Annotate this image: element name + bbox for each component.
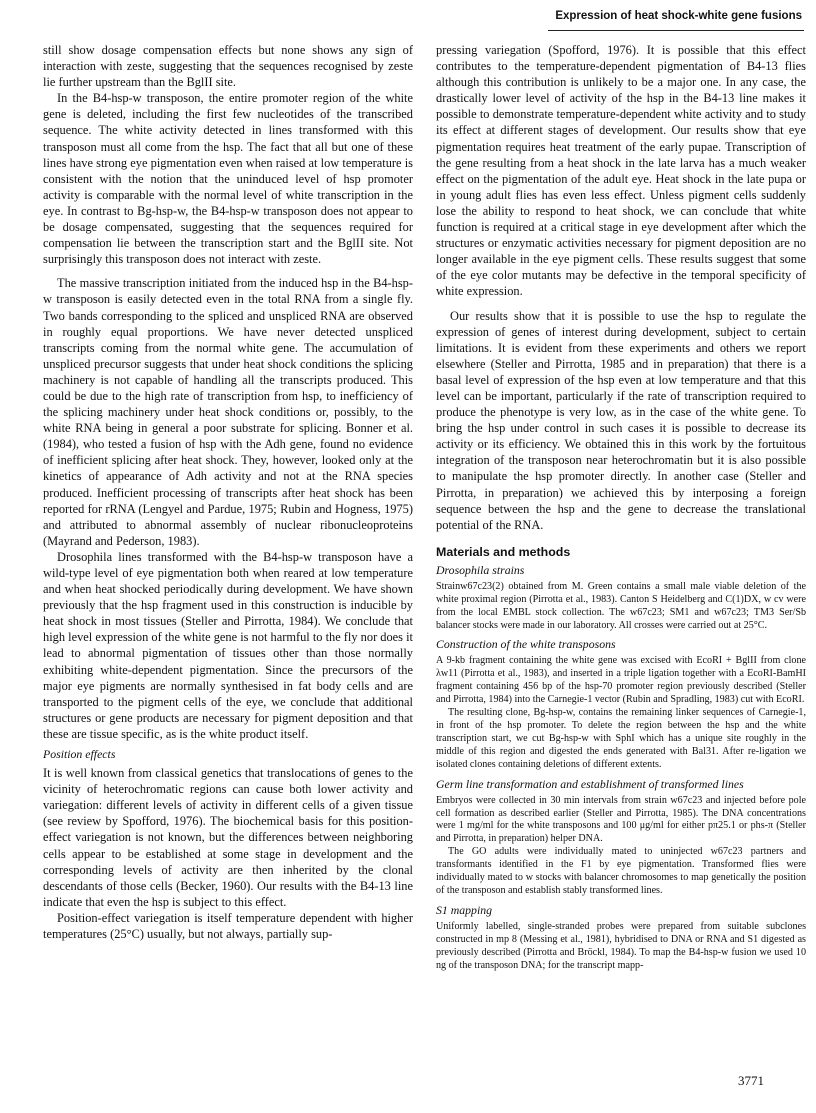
methods-paragraph: A 9-kb fragment containing the white gene was excised with EcoRI + BglII from clone λw11 (Pirrotta et al., 1983), and inserted in a triple ligation together with a EcoRI-BamHI fragment containing 456 bp of the hsp-70 promoter region previously described (Steller and Pirrotta, 1984) into the Carnegie-1 vector (Rubin and Spradling, 1983) cut with EcoRI.	[436, 655, 806, 706]
body-paragraph: In the B4-hsp-w transposon, the entire promoter region of the white gene is deleted, including the first few nucleotides of the transcribed sequence. The white activity detected in lines transformed with this transposon must all come from the hsp. The fact that all but one of these lines have strong eye pigmentation even when raised at low temperature is consistent with the notion that the uninduced level of hsp promoter activity is comparable with the normal level of white transcription in the eye. In contrast to Bg-hsp-w, the B4-hsp-w transposon does not appear to be dosage compensated, suggesting that the sequences required for compensation lie between the transcription start and the BglII site. Not surprisingly this transposon does not interact with zeste.	[43, 91, 413, 267]
body-paragraph: Drosophila lines transformed with the B4-hsp-w transposon have a wild-type level of eye pigmentation both when reared at low temperature and when heat shocked periodically during development. We have shown previously that the hsp fragment used in this construction is inducible by heat shock in most tissues (Steller and Pirrotta, 1984). We conclude that high level expression of the white gene is not harmful to the fly nor does it lead to abnormal pigmentation of tissues other than those normally exhibiting white-dependent pigmentation. Since the precursors of the major eye pigments are normally synthesised in fat body cells and are transported to the pigment cells of the eye, we conclude that additional structures or gene products are necessary for pigment deposition and that these are tissue specific, as is the white product itself.	[43, 549, 413, 741]
left-column	[43, 42, 413, 942]
methods-paragraph: Strainw67c23(2) obtained from M. Green contains a small male viable deletion of the white proximal region (Pirrotta et al., 1983). Canton S Heidelberg and C(1)DX, w cv were from the local EMBL stock collection. The w67c23; SM1 and w67c23; TM3 Ser/Sb balancer stocks were made in our laboratory. All crosses were carried out at 25°C.	[436, 580, 806, 631]
body-paragraph: The massive transcription initiated from the induced hsp in the B4-hsp-w transposon is easily detected even in the total RNA from a single fly. Two bands corresponding to the spliced and unspliced RNA are observed in roughly equal proportions. We have never detected unspliced transcripts coming from the normal white gene. The accumulation of unspliced precursor suggests that under heat shock conditions the splicing machinery is not capable of handling all the transcripts produced. This could be due to the high rate of transcription from hsp, to inefficiency of the splicing machinery under heat shock conditions or, possibly, to the white RNA being in general a poor substrate for splicing. Bonner et al. (1984), who tested a fusion of hsp with the Adh gene, found no evidence of inefficient splicing after heat shock. They, however, looked only at the kinetics of appearance of Adh activity and not at the RNA species produced. Inefficient processing of transcripts after heat shock has been reported for rRNA (Lengyel and Pardue, 1975; Rubin and Hogness, 1975) and attributed to abnormal assembly of nuclear ribonucleoproteins (Mayrand and Pederson, 1983).	[43, 276, 413, 548]
header-rule	[548, 30, 804, 31]
right-column	[436, 42, 806, 972]
body-paragraph: Our results show that it is possible to use the hsp to regulate the expression of genes of interest during development, subject to certain limitations. It is evident from these experiments and others we report elsewhere (Steller and Pirrotta, 1985 and in preparation) that there is a basal level of expression of the hsp even at low temperature and that this level can be important, particularly if the rate of transcription required to produce the phenotype is very low, as in the case of the white gene. To bring the hsp under control in such cases it is possible to decrease its activity or its efficiency. We obtained this in this work by the fortuitous integration of the transposon near heterochromatin but it is also possible to manipulate the hsp promoter directly. In another case (Steller and Pirrotta, in preparation) we achieved this by interposing a foreign sequence between the hsp and the gene to decrease the translational potential of the RNA.	[436, 308, 806, 532]
methods-paragraph: Embryos were collected in 30 min intervals from strain w67c23 and injected before pole cell formation as described earlier (Steller and Pirrotta, 1985). The DNA concentrations were 1 mg/ml for the white transposons and 100 μg/ml for either pπ25.1 or phs-π (Steller and Pirrotta, in preparation) helper DNA.	[436, 794, 806, 845]
body-paragraph: Position-effect variegation is itself temperature dependent with higher temperatures (25°C) usually, but not always, partially sup-	[43, 910, 413, 941]
subsection-heading-strains: Drosophila strains	[436, 562, 525, 577]
methods-paragraph: The GO adults were individually mated to uninjected w67c23 partners and transformants identified in the F1 by eye pigmentation. Transformed flies were individually mated to w stocks with balancer chromosomes to map genetically the position of the transposon and establish stably transformed lines.	[436, 846, 806, 896]
section-heading-position-effects: Position effects	[43, 747, 116, 762]
methods-paragraph: Uniformly labelled, single-stranded probes were prepared from suitable subclones constructed in mp 8 (Messing et al., 1981), hybridised to DNA or RNA and S1 digested as previously described (Pirrotta and Bröckl, 1984). To map the B4-hsp-w fusion we used 10 ng of the transposon DNA; for the transcript mapp-	[436, 920, 806, 971]
running-header: Expression of heat shock-white gene fusions	[555, 10, 802, 22]
subsection-heading-construction: Construction of the white transposons	[436, 637, 616, 652]
body-paragraph: pressing variegation (Spofford, 1976). It is possible that this effect contributes to the temperature-dependent pigmentation of B4-13 flies although this contribution is unlikely to be a major one. In any case, the drastically lower level of activity of the hsp in the B4-13 line makes it possible to demonstrate temperature-dependent white activity and to study its effect at different stages of development. Our results show that eye pigmentation requires heat treatment of the early pupae. Transcription of the gene resulting from a heat shock in the late larva has a much weaker effect on the pigmentation of the adult eye. Heat shock in the late pupa or in young adult flies has even less effect. Unless pigment cells suddenly lose the ability to respond to heat shock, we can conclude that white function is required at a critical stage in eye development after which the structures or enzymatic activities necessary for pigment deposition are no longer available in the eye pigment cells. These results suggest that some of the eye color mutants may be defective in the temporal specificity of white expression.	[436, 43, 806, 299]
body-paragraph: still show dosage compensation effects but none shows any sign of interaction with zeste, suggesting that the sequences recognised by zeste lie further upstream than the BglII site.	[43, 43, 413, 90]
page-number: 3771	[738, 1073, 764, 1088]
body-paragraph: It is well known from classical genetics that translocations of genes to the vicinity of heterochromatic regions can cause both lower activity and variegation: different levels of activity in different cells of a given tissue (see review by Spofford, 1976). The biochemical basis for this position-effect variegation is not known, but the differences between neighboring cells appear to be established at some stage in development and the corresponding levels of activity are then inherited by the clonal descendants of those cells (Becker, 1960). Our results with the B4-13 line indicate that even the hsp is subject to this effect.	[43, 766, 413, 909]
subsection-heading-germline: Germ line transformation and establishment of transformed lines	[436, 776, 744, 791]
section-heading-materials-methods: Materials and methods	[436, 544, 571, 559]
methods-paragraph: The resulting clone, Bg-hsp-w, contains the remaining linker sequences of Carnegie-1, in front of the hsp promoter. To delete the region between the hsp and the white transcription start, we cut Bg-hsp-w with SphI which has a unique site roughly in the middle of this region and digested the ends generated with Bal31. After re-ligation we isolated clones containing deletions of different extents.	[436, 707, 806, 770]
subsection-heading-s1: S1 mapping	[436, 902, 493, 917]
